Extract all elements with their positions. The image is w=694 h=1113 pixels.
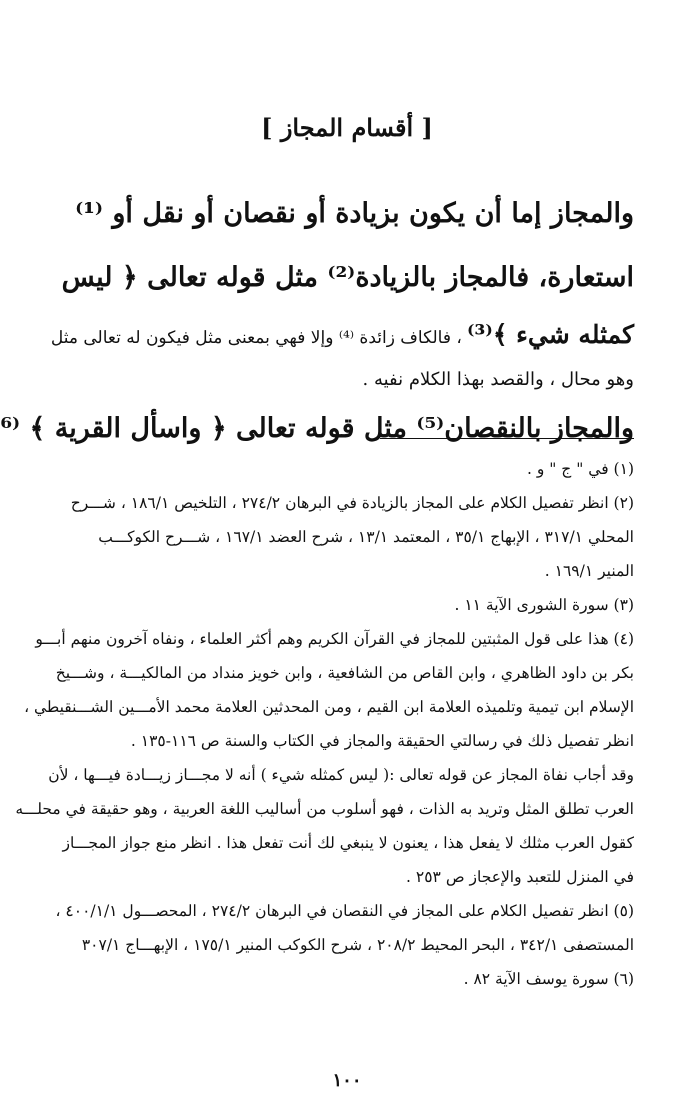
main-text — [0, 182, 634, 461]
footnote-divider — [380, 438, 634, 439]
footnote-line: وقد أجاب نفاة المجاز عن قوله تعالى :( ليس كمثله شيء ) أنه لا مجـــاز زيـــادة فيـــها ، لأن — [48, 766, 634, 784]
footnote-line: (٣) سورة الشورى الآية ١١ . — [454, 596, 634, 614]
main-line-3-quote: كمثله شيء ﴾⁽³⁾ — [466, 320, 634, 349]
footnote-line: كقول العرب مثلك لا يفعل هذا ، يعنون لا ينبغي لك أنت تفعل هذا . انظر منع جواز المجـــاز — [62, 834, 634, 852]
main-line-3-rest: ، فالكاف زائدة ⁽⁴⁾ وإلا فهي بمعنى مثل فيكون له تعالى مثل — [50, 328, 462, 348]
section-heading: [ أقسام المجاز ] — [261, 113, 433, 142]
footnote-line: انظر تفصيل ذلك في رسالتي الحقيقة والمجاز في الكتاب والسنة ص ١١٦-١٣٥ . — [130, 732, 634, 750]
main-line-3 — [48, 310, 634, 363]
footnote-line: (١) في " ج " و . — [526, 460, 634, 478]
footnote-line: بكر بن داود الظاهري ، وابن القاص من الشافعية ، وابن خويز منداد من المالكيـــة ، وشـــيخ — [55, 664, 634, 682]
footnote-line: (٢) انظر تفصيل الكلام على المجاز بالزيادة في البرهان ٢٧٤/٢ ، التلخيص ١٨٦/١ ، شـــرح — [70, 494, 634, 512]
footnotes — [15, 452, 634, 996]
main-line-4: وهو محال ، والقصد بهذا الكلام نفيه . — [362, 369, 634, 390]
footnote-line: المحلي ٣١٧/١ ، الإبهاج ٣٥/١ ، المعتمد ١٣/١ ، شرح العضد ١٦٧/١ ، شـــرح الكوكـــب — [98, 528, 634, 546]
footnote-line: العرب تطلق المثل وتريد به الذات ، فهو أسلوب من أساليب اللغة العربية ، وهو حقيقة في محلـــه — [15, 800, 634, 818]
footnote-line: (٦) سورة يوسف الآية ٨٢ . — [463, 970, 634, 988]
footnote-line: المستصفى ٣٤٢/١ ، البحر المحيط ٢٠٨/٢ ، شرح الكوكب المنير ١٧٥/١ ، الإبهـــاج ٣٠٧/١ — [81, 936, 634, 954]
footnote-line: المنير ١٦٩/١ . — [544, 562, 634, 580]
page-number: ١٠٠ — [332, 1070, 362, 1091]
footnote-line: الإسلام ابن تيمية وتلميذه العلامة ابن القيم ، ومن المحدثين العلامة محمد الأمـــين الشـــنقيطي ، — [24, 698, 634, 716]
main-line-2: استعارة، فالمجاز بالزيادة⁽²⁾ مثل قوله تعالى ﴿ ليس — [61, 262, 634, 293]
main-line-1: والمجاز إما أن يكون بزيادة أو نقصان أو نقل أو ⁽¹⁾ — [75, 198, 634, 229]
footnote-line: في المنزل للتعبد والإعجاز ص ٢٥٣ . — [406, 868, 634, 886]
footnote-line: (٤) هذا على قول المثبتين للمجاز في القرآن الكريم وهم أكثر العلماء ، ونفاه آخرون منهم أبـــو — [35, 630, 634, 648]
main-line-5: والمجاز بالنقصان⁽⁵⁾ مثل قوله تعالى ﴿ واسأل القرية ﴾ ⁽⁶ — [0, 413, 634, 444]
footnote-line: (٥) انظر تفصيل الكلام على المجاز في النقصان في البرهان ٢٧٤/٢ ، المحصـــول ٤٠٠/١/١ ، — [55, 902, 634, 920]
